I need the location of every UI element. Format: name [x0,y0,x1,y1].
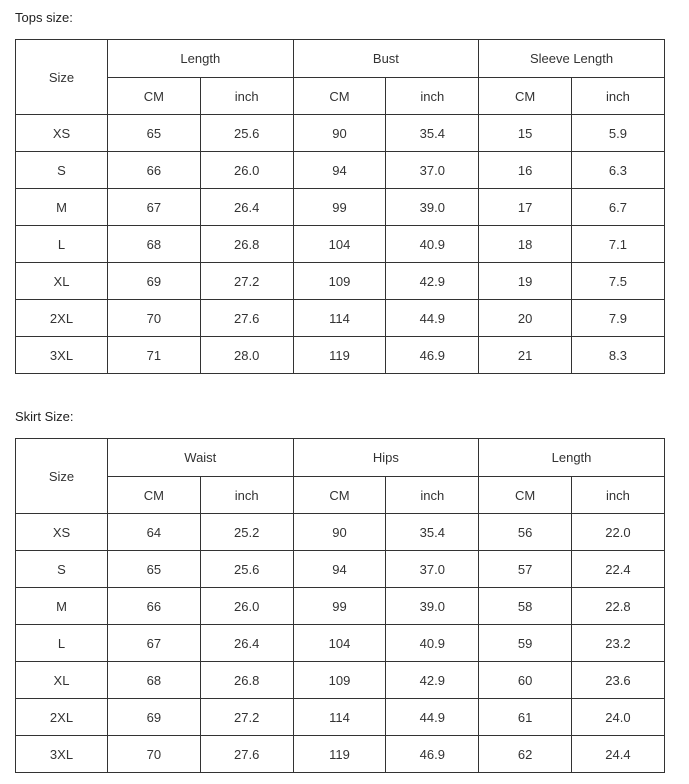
measurement-cell: 62 [479,736,572,773]
measurement-cell: 22.4 [572,551,665,588]
unit-header: inch [572,477,665,514]
size-label-cell: XL [16,662,108,699]
unit-header: CM [293,78,386,115]
measurement-cell: 17 [479,189,572,226]
measurement-cell: 40.9 [386,226,479,263]
measurement-cell: 65 [108,115,201,152]
measurement-cell: 26.4 [200,189,293,226]
table-row [16,300,665,337]
size-label-cell: XL [16,263,108,300]
measurement-cell: 7.1 [572,226,665,263]
size-label-cell: 2XL [16,300,108,337]
measurement-cell: 27.2 [200,263,293,300]
measurement-cell: 109 [293,263,386,300]
size-label-cell: S [16,551,108,588]
table-row [16,337,665,374]
measurement-cell: 7.5 [572,263,665,300]
size-label-cell: S [16,152,108,189]
measurement-cell: 27.6 [200,300,293,337]
size-label-cell: L [16,226,108,263]
unit-row [16,78,665,115]
measurement-cell: 39.0 [386,588,479,625]
measurement-cell: 16 [479,152,572,189]
measurement-group-header: Length [108,40,294,78]
table-row [16,514,665,551]
unit-header: inch [200,78,293,115]
measurement-cell: 57 [479,551,572,588]
skirt-size-title: Skirt Size: [15,409,74,424]
measurement-cell: 25.6 [200,115,293,152]
measurement-cell: 90 [293,115,386,152]
measurement-cell: 60 [479,662,572,699]
skirt-size-table [15,438,665,773]
unit-header: CM [108,78,201,115]
measurement-cell: 119 [293,736,386,773]
measurement-cell: 24.0 [572,699,665,736]
table-row [16,189,665,226]
measurement-cell: 28.0 [200,337,293,374]
table-row [16,588,665,625]
measurement-cell: 99 [293,588,386,625]
measurement-group-header: Hips [293,439,479,477]
measurement-cell: 40.9 [386,625,479,662]
unit-header: inch [572,78,665,115]
size-label-cell: 3XL [16,736,108,773]
measurement-cell: 26.8 [200,662,293,699]
unit-header: inch [386,78,479,115]
measurement-cell: 5.9 [572,115,665,152]
measurement-cell: 42.9 [386,263,479,300]
header-row [16,40,665,78]
measurement-cell: 44.9 [386,300,479,337]
table-row [16,662,665,699]
tops-size-table [15,39,665,374]
measurement-cell: 35.4 [386,514,479,551]
measurement-cell: 94 [293,152,386,189]
measurement-cell: 7.9 [572,300,665,337]
measurement-cell: 6.7 [572,189,665,226]
measurement-cell: 22.0 [572,514,665,551]
measurement-cell: 27.6 [200,736,293,773]
measurement-cell: 26.0 [200,588,293,625]
measurement-cell: 114 [293,699,386,736]
measurement-cell: 94 [293,551,386,588]
measurement-cell: 35.4 [386,115,479,152]
measurement-cell: 66 [108,588,201,625]
measurement-cell: 61 [479,699,572,736]
measurement-cell: 109 [293,662,386,699]
header-row [16,439,665,477]
measurement-cell: 27.2 [200,699,293,736]
measurement-cell: 21 [479,337,572,374]
measurement-group-header: Length [479,439,665,477]
measurement-cell: 44.9 [386,699,479,736]
measurement-cell: 24.4 [572,736,665,773]
measurement-cell: 46.9 [386,337,479,374]
size-label-cell: XS [16,514,108,551]
measurement-cell: 65 [108,551,201,588]
measurement-cell: 25.6 [200,551,293,588]
table-row [16,699,665,736]
measurement-cell: 56 [479,514,572,551]
measurement-cell: 70 [108,736,201,773]
measurement-cell: 8.3 [572,337,665,374]
measurement-group-header: Waist [108,439,294,477]
table-row [16,551,665,588]
table-row [16,226,665,263]
measurement-cell: 25.2 [200,514,293,551]
measurement-cell: 23.6 [572,662,665,699]
unit-header: inch [386,477,479,514]
measurement-group-header: Sleeve Length [479,40,665,78]
unit-header: CM [293,477,386,514]
measurement-group-header: Bust [293,40,479,78]
measurement-cell: 37.0 [386,551,479,588]
measurement-cell: 6.3 [572,152,665,189]
size-column-header: Size [16,439,108,514]
size-label-cell: M [16,588,108,625]
measurement-cell: 66 [108,152,201,189]
measurement-cell: 71 [108,337,201,374]
measurement-cell: 19 [479,263,572,300]
measurement-cell: 26.8 [200,226,293,263]
unit-header: CM [479,78,572,115]
size-label-cell: 3XL [16,337,108,374]
measurement-cell: 69 [108,263,201,300]
unit-header: CM [108,477,201,514]
size-column-header: Size [16,40,108,115]
measurement-cell: 69 [108,699,201,736]
measurement-cell: 37.0 [386,152,479,189]
size-label-cell: XS [16,115,108,152]
measurement-cell: 90 [293,514,386,551]
tops-size-title: Tops size: [15,10,73,25]
measurement-cell: 26.4 [200,625,293,662]
measurement-cell: 15 [479,115,572,152]
measurement-cell: 68 [108,662,201,699]
measurement-cell: 104 [293,625,386,662]
size-label-cell: L [16,625,108,662]
unit-row [16,477,665,514]
measurement-cell: 39.0 [386,189,479,226]
table-row [16,736,665,773]
measurement-cell: 22.8 [572,588,665,625]
table-row [16,625,665,662]
measurement-cell: 114 [293,300,386,337]
measurement-cell: 68 [108,226,201,263]
measurement-cell: 67 [108,625,201,662]
unit-header: inch [200,477,293,514]
measurement-cell: 26.0 [200,152,293,189]
measurement-cell: 99 [293,189,386,226]
size-label-cell: M [16,189,108,226]
unit-header: CM [479,477,572,514]
measurement-cell: 20 [479,300,572,337]
measurement-cell: 119 [293,337,386,374]
measurement-cell: 23.2 [572,625,665,662]
measurement-cell: 59 [479,625,572,662]
measurement-cell: 18 [479,226,572,263]
measurement-cell: 67 [108,189,201,226]
measurement-cell: 42.9 [386,662,479,699]
measurement-cell: 104 [293,226,386,263]
measurement-cell: 70 [108,300,201,337]
table-row [16,115,665,152]
table-row [16,152,665,189]
measurement-cell: 58 [479,588,572,625]
size-label-cell: 2XL [16,699,108,736]
measurement-cell: 64 [108,514,201,551]
table-row [16,263,665,300]
measurement-cell: 46.9 [386,736,479,773]
